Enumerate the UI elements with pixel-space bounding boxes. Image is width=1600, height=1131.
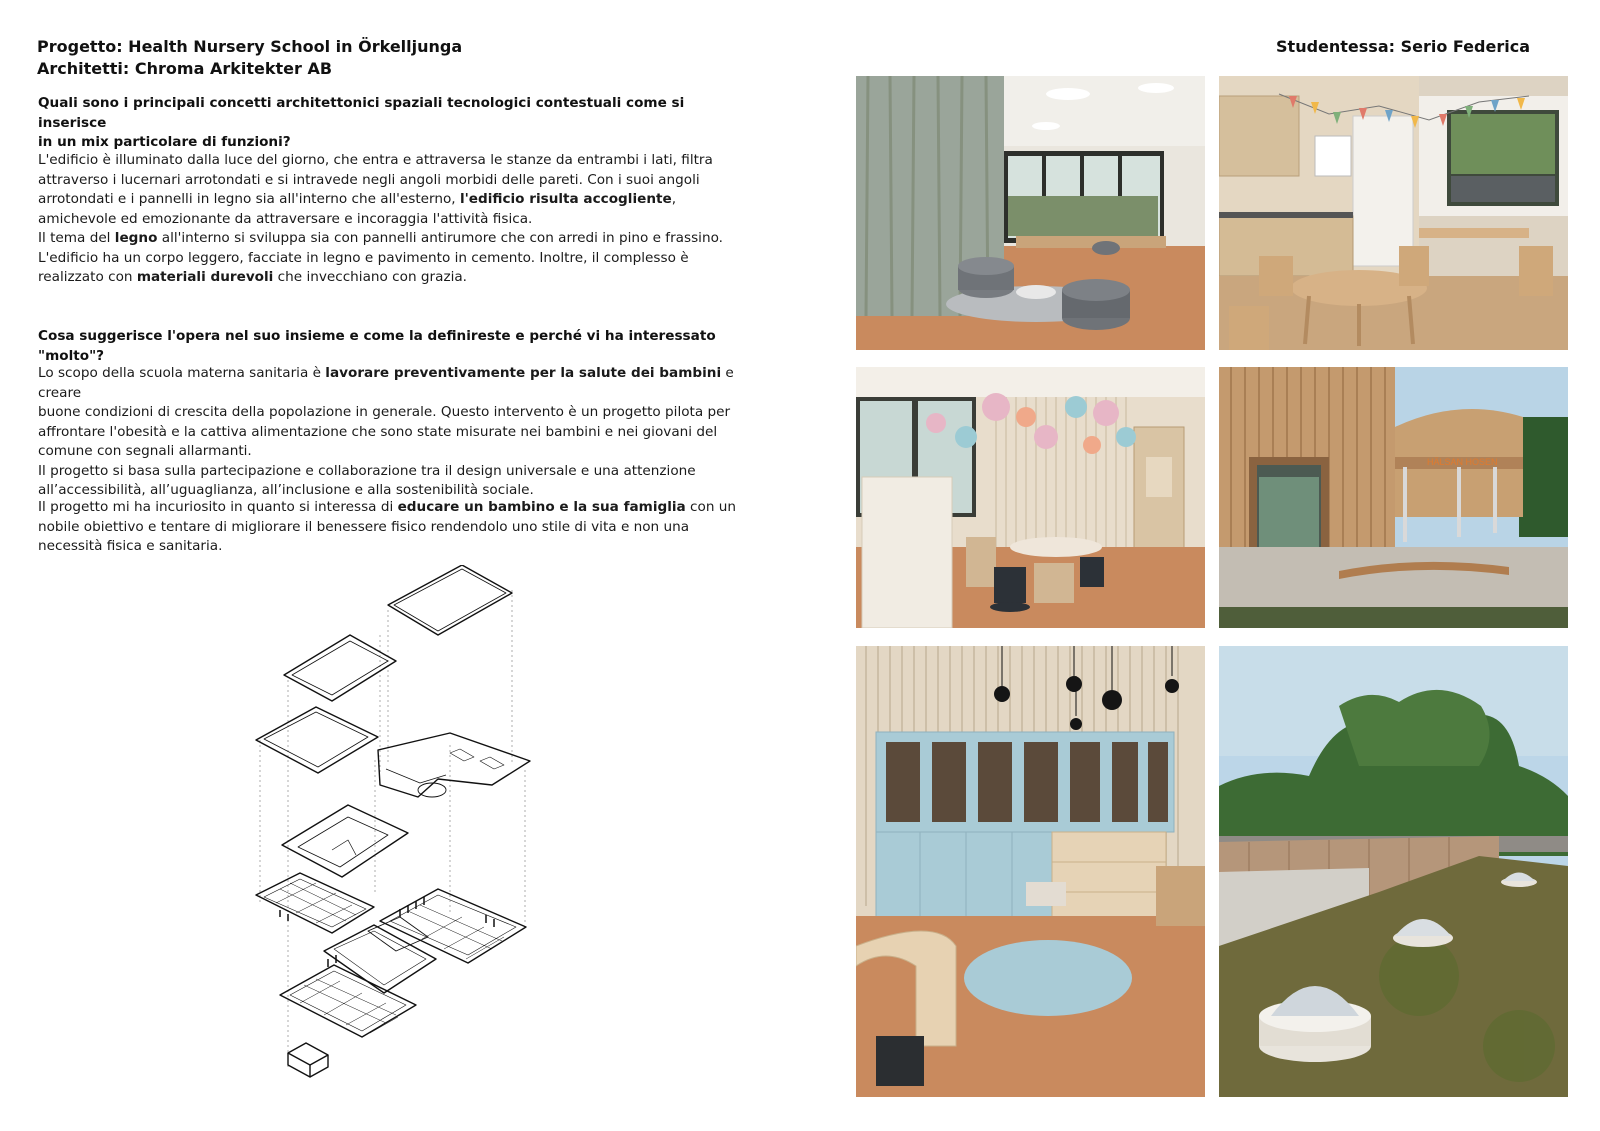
emphasis-text: educare un bambino e la sua famiglia [397, 499, 686, 515]
answer-paragraph-3 [38, 498, 738, 557]
photo-kitchen-dining [1219, 76, 1568, 350]
text-span: all'interno si sviluppa sia con pannelli antirumore che con arredi in pino e frassino. [157, 230, 723, 246]
header-left [37, 36, 462, 80]
text-line [38, 229, 738, 249]
photo-interior-playroom [856, 76, 1205, 350]
emphasis-text: legno [114, 230, 158, 246]
question-1-line: Quali sono i principali concetti architettonici spaziali tecnologici contestuali come si inserisce [38, 95, 685, 131]
architects-line: Architetti: Chroma Arkitekter AB [37, 59, 333, 78]
text-line [38, 364, 738, 403]
text-line: necessità fisica e sanitaria. [38, 538, 223, 554]
facade-signage: HÄLSAN HOSEN [1427, 457, 1498, 467]
text-span: realizzato con [38, 269, 137, 285]
answer-paragraph-2 [38, 364, 738, 501]
text-span: arrotondati e i pannelli in legno sia all'interno che all'esterno, [38, 191, 460, 207]
text-line [38, 498, 738, 518]
photo-library-corner [856, 646, 1205, 1097]
question-1 [38, 94, 718, 153]
text-line: L'edificio ha un corpo leggero, facciate in legno e pavimento in cemento. Inoltre, il complesso è [38, 249, 689, 266]
text-line: comune con segnali allarmanti. [38, 443, 252, 459]
text-span: Il progetto mi ha incuriosito in quanto si interessa di [38, 499, 398, 515]
project-title: Progetto: Health Nursery School in Örkelljunga [37, 37, 463, 56]
exploded-axonometric-drawing [240, 565, 560, 1095]
text-span: , [671, 191, 677, 207]
photo-classroom-pompoms [856, 367, 1205, 628]
text-line: attraverso i lucernari arrotondati e si intravede negli angoli morbidi delle pareti. Con i suoi angoli [38, 171, 700, 188]
student-name: Studentessa: Serio Federica [1276, 37, 1530, 56]
text-span: e creare [38, 365, 734, 401]
text-span: Il tema del [38, 230, 115, 246]
text-line: Il progetto si basa sulla partecipazione e collaborazione tra il design universale e una attenzione [38, 462, 696, 479]
text-span: con un [685, 499, 736, 515]
text-line: all’accessibilità, all’uguaglianza, all’inclusione e alla sostenibilità sociale. [38, 482, 534, 498]
text-line: nobile obiettivo e tentare di migliorare il benessere fisico rendendolo uno stile di vita e non una [38, 518, 690, 535]
text-line: buone condizioni di crescita della popolazione in generale. Questo intervento è un progetto pilota per [38, 404, 731, 420]
emphasis-text: lavorare preventivamente per la salute dei bambini [325, 365, 722, 381]
question-2: Cosa suggerisce l'opera nel suo insieme e come la definireste e perché vi ha interessato "molto"? [38, 328, 716, 364]
emphasis-text: l'edificio risulta accogliente [459, 191, 672, 207]
emphasis-text: materiali durevoli [136, 269, 274, 285]
text-span: che invecchiano con grazia. [273, 269, 468, 285]
text-line: L'edificio è illuminato dalla luce del giorno, che entra e attraversa le stanze da entrambi i lati, filtra [38, 152, 713, 168]
text-line: amichevole ed emozionante da attraversare e incoraggia l'attività fisica. [38, 210, 533, 227]
text-span: Lo scopo della scuola materna sanitaria è [38, 365, 326, 381]
text-line: affrontare l'obesità e la cattiva alimentazione che sono state misurate nei bambini e nei giovani del [38, 423, 718, 440]
photo-exterior-facade [1219, 367, 1568, 628]
text-line [38, 268, 738, 288]
answer-paragraph-1 [38, 151, 738, 288]
photo-green-roof-skylights [1219, 646, 1568, 1097]
text-line [38, 190, 738, 210]
question-1-line: in un mix particolare di funzioni? [38, 134, 291, 150]
